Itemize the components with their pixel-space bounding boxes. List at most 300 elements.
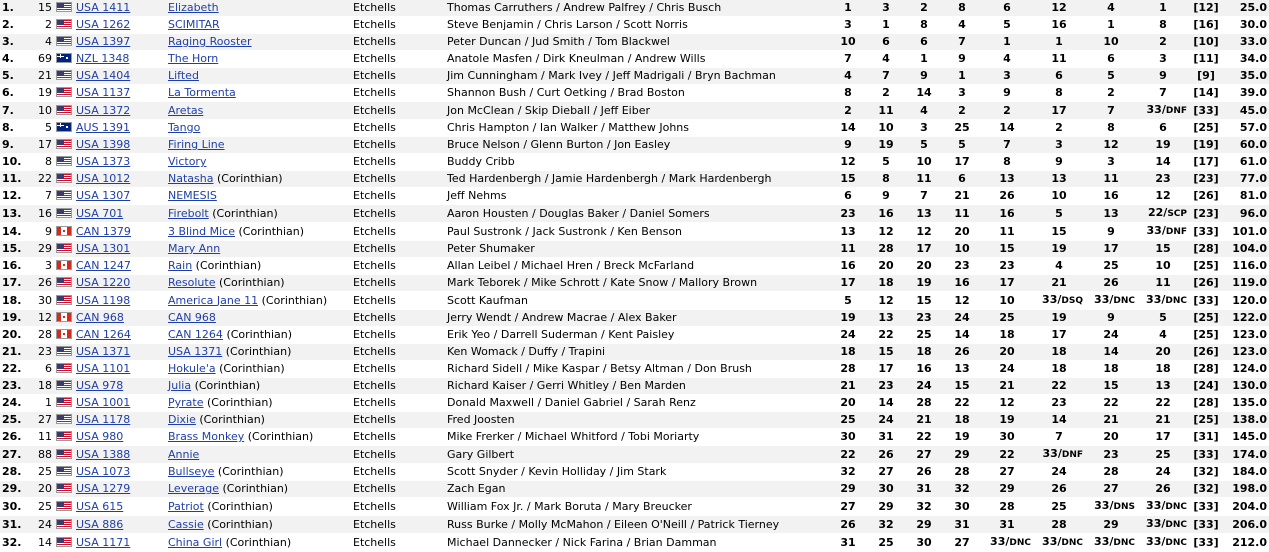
drop-score-cell: [25] bbox=[1189, 412, 1223, 429]
race-score: 14 bbox=[1155, 155, 1171, 168]
race-score-cell bbox=[829, 429, 867, 446]
corinthian-label: (Corinthian) bbox=[247, 430, 314, 443]
drop-score-cell: [26] bbox=[1189, 344, 1223, 361]
boat-name-link[interactable]: Dixie bbox=[168, 413, 196, 426]
race-score-cell bbox=[829, 534, 867, 552]
race-score-cell bbox=[867, 361, 905, 378]
usa-flag-icon bbox=[56, 208, 72, 218]
corinthian-label: (Corinthian) bbox=[212, 206, 278, 220]
race-score-cell bbox=[1085, 85, 1137, 102]
bow-number-cell: 20 bbox=[27, 481, 54, 498]
crew-cell: Paul Sustronk / Jack Sustronk / Ken Benson bbox=[445, 223, 829, 241]
table-row bbox=[0, 188, 1269, 205]
usa-flag-icon bbox=[56, 483, 72, 493]
place-cell: 20. bbox=[0, 327, 27, 344]
race-score-cell bbox=[829, 188, 867, 205]
race-score: 10 bbox=[999, 293, 1015, 307]
race-score-cell bbox=[1033, 154, 1085, 171]
sail-number-link[interactable]: USA 1397 bbox=[76, 35, 131, 48]
race-score: 8 bbox=[1003, 155, 1011, 168]
boat-name-cell bbox=[166, 446, 351, 464]
bow-number-cell: 15 bbox=[27, 0, 54, 17]
race-score-cell bbox=[867, 481, 905, 498]
crew-cell: Bruce Nelson / Glenn Burton / Jon Easley bbox=[445, 137, 829, 154]
sail-number-cell bbox=[54, 429, 166, 446]
crew-cell: Gary Gilbert bbox=[445, 446, 829, 464]
race-score-cell bbox=[829, 223, 867, 241]
usa-flag-icon bbox=[56, 173, 72, 183]
sail-number-cell bbox=[54, 188, 166, 205]
race-score: 22 bbox=[878, 328, 894, 341]
race-score: 8 bbox=[958, 1, 966, 14]
can-flag-icon bbox=[56, 260, 72, 270]
usa-flag-icon bbox=[56, 380, 72, 390]
race-score: 20 bbox=[878, 259, 894, 272]
bow-number-cell: 27 bbox=[27, 412, 54, 429]
usa-flag-icon bbox=[56, 346, 72, 356]
race-score: 12 bbox=[999, 396, 1015, 409]
class-cell: Etchells bbox=[351, 481, 445, 498]
race-score-cell bbox=[1085, 378, 1137, 395]
table-row bbox=[0, 344, 1269, 361]
sail-number-link[interactable]: USA 1001 bbox=[76, 396, 131, 409]
drop-score-cell: [33] bbox=[1189, 498, 1223, 516]
penalty-code: DNS bbox=[1113, 502, 1135, 512]
drop-score-cell: [23] bbox=[1189, 171, 1223, 188]
race-score-cell bbox=[905, 481, 943, 498]
drop-score-cell: [14] bbox=[1189, 85, 1223, 102]
race-score-cell bbox=[1033, 188, 1085, 205]
class-cell: Etchells bbox=[351, 205, 445, 223]
race-score: 10 bbox=[954, 242, 970, 255]
race-score: 14 bbox=[878, 396, 894, 409]
total-points-cell: 39.0 bbox=[1223, 85, 1269, 102]
race-score: 22 bbox=[1103, 396, 1119, 409]
class-cell: Etchells bbox=[351, 171, 445, 188]
class-cell: Etchells bbox=[351, 395, 445, 412]
table-row bbox=[0, 446, 1269, 464]
race-score: 10 bbox=[916, 155, 932, 168]
race-score-cell bbox=[1033, 17, 1085, 34]
sail-number-link[interactable]: USA 1073 bbox=[76, 465, 131, 478]
bow-number-cell: 14 bbox=[27, 534, 54, 552]
race-score: 11 bbox=[916, 172, 932, 185]
boat-name-link[interactable]: The Horn bbox=[168, 52, 219, 65]
usa-flag-icon bbox=[56, 190, 72, 200]
race-score: 28 bbox=[916, 396, 932, 409]
crew-cell: Chris Hampton / Ian Walker / Matthew Johns bbox=[445, 120, 829, 137]
race-score: 24 bbox=[999, 362, 1015, 375]
sail-number-link[interactable]: USA 1220 bbox=[76, 276, 131, 289]
race-score: 26 bbox=[916, 465, 932, 478]
corinthian-label: (Corinthian) bbox=[219, 276, 285, 289]
boat-name-link[interactable]: CAN 968 bbox=[168, 311, 216, 324]
race-score: 31 bbox=[999, 517, 1015, 531]
race-score: 23 bbox=[1103, 447, 1119, 461]
race-score-cell bbox=[943, 68, 981, 85]
place-cell: 32. bbox=[0, 534, 27, 552]
boat-name-link[interactable]: Julia bbox=[168, 379, 192, 392]
boat-name-link[interactable]: Cassie bbox=[168, 517, 204, 531]
race-score-cell bbox=[981, 17, 1033, 34]
table-row bbox=[0, 412, 1269, 429]
sail-number-link[interactable]: USA 1373 bbox=[76, 155, 131, 168]
race-score-cell bbox=[905, 51, 943, 68]
race-score: 9 bbox=[1055, 155, 1063, 168]
place-cell: 12. bbox=[0, 188, 27, 205]
race-score: 11 bbox=[954, 206, 970, 220]
boat-name-link[interactable]: Bullseye bbox=[168, 465, 215, 478]
usa-flag-icon bbox=[56, 363, 72, 373]
race-score: 28 bbox=[878, 242, 894, 255]
sail-number-link[interactable]: NZL 1348 bbox=[76, 52, 130, 65]
race-score-cell bbox=[943, 292, 981, 310]
boat-name-link[interactable]: Aretas bbox=[168, 103, 204, 117]
boat-name-link[interactable]: Firebolt bbox=[168, 206, 209, 220]
race-score: 28 bbox=[999, 499, 1015, 513]
race-score-cell bbox=[981, 498, 1033, 516]
race-score-cell bbox=[943, 120, 981, 137]
total-points-cell: 123.0 bbox=[1223, 327, 1269, 344]
race-score: 18 bbox=[1103, 362, 1119, 375]
total-points-cell: 138.0 bbox=[1223, 412, 1269, 429]
race-score: 13 bbox=[1103, 206, 1119, 220]
crew-cell: Peter Duncan / Jud Smith / Tom Blackwel bbox=[445, 34, 829, 51]
usa-flag-icon bbox=[56, 156, 72, 166]
drop-score-cell: [33] bbox=[1189, 292, 1223, 310]
race-score: 22 bbox=[1051, 379, 1067, 392]
class-cell: Etchells bbox=[351, 0, 445, 17]
race-score-cell bbox=[943, 188, 981, 205]
boat-name-link[interactable]: Brass Monkey bbox=[168, 430, 245, 443]
race-score: 4 bbox=[882, 52, 890, 65]
boat-name-link[interactable]: Firing Line bbox=[168, 138, 225, 151]
race-score-cell bbox=[981, 137, 1033, 154]
race-score-cell bbox=[905, 0, 943, 17]
total-points-cell: 35.0 bbox=[1223, 68, 1269, 85]
race-score: 17 bbox=[878, 362, 894, 375]
boat-name-link[interactable]: Annie bbox=[168, 447, 200, 461]
race-score-cell bbox=[829, 51, 867, 68]
race-score: 33 bbox=[1094, 293, 1110, 306]
sail-number-cell bbox=[54, 481, 166, 498]
usa-flag-icon bbox=[56, 501, 72, 511]
race-score: 10 bbox=[878, 121, 894, 134]
total-points-cell: 198.0 bbox=[1223, 481, 1269, 498]
sail-number-link[interactable]: USA 1137 bbox=[76, 86, 131, 99]
drop-score-cell: [33] bbox=[1189, 446, 1223, 464]
boat-name-link[interactable]: NEMESIS bbox=[168, 189, 217, 202]
crew-cell: Scott Snyder / Kevin Holliday / Jim Stark bbox=[445, 464, 829, 481]
race-score-cell bbox=[905, 258, 943, 275]
race-score-cell bbox=[1033, 344, 1085, 361]
race-score-cell bbox=[1137, 412, 1189, 429]
race-score: 8 bbox=[920, 18, 928, 31]
race-score: 9 bbox=[1107, 224, 1115, 238]
boat-name-link[interactable]: SCIMITAR bbox=[168, 18, 220, 31]
race-score-cell bbox=[829, 68, 867, 85]
sail-number-link[interactable]: USA 1301 bbox=[76, 242, 131, 255]
sail-number-link[interactable]: USA 1404 bbox=[76, 69, 131, 82]
boat-name-link[interactable]: USA 1371 bbox=[168, 345, 223, 358]
bow-number-cell: 69 bbox=[27, 51, 54, 68]
race-score: 15 bbox=[840, 172, 856, 185]
race-score-cell bbox=[1137, 275, 1189, 292]
race-score: 9 bbox=[1159, 69, 1167, 82]
race-score: 21 bbox=[916, 413, 932, 426]
race-score: 1 bbox=[1159, 1, 1167, 14]
sail-number-link[interactable]: USA 1371 bbox=[76, 345, 131, 358]
race-score-cell bbox=[867, 327, 905, 344]
sail-number-link[interactable]: USA 980 bbox=[76, 430, 124, 443]
sail-number-link[interactable]: USA 1307 bbox=[76, 189, 131, 202]
boat-name-link[interactable]: La Tormenta bbox=[168, 86, 236, 99]
race-score-cell bbox=[943, 17, 981, 34]
place-cell: 21. bbox=[0, 344, 27, 361]
sail-number-link[interactable]: CAN 1379 bbox=[76, 224, 131, 238]
penalty-code: DNF bbox=[1165, 227, 1187, 237]
race-score: 5 bbox=[958, 138, 966, 151]
race-score-cell bbox=[1137, 344, 1189, 361]
race-score-cell bbox=[867, 0, 905, 17]
crew-cell: Russ Burke / Molly McMahon / Eileen O'Neill / Patrick Tierney bbox=[445, 516, 829, 534]
race-score-cell bbox=[943, 171, 981, 188]
class-cell: Etchells bbox=[351, 327, 445, 344]
race-score-cell bbox=[943, 344, 981, 361]
race-score: 27 bbox=[1103, 482, 1119, 495]
race-score-cell bbox=[1033, 310, 1085, 327]
race-score: 17 bbox=[1103, 242, 1119, 255]
race-score: 18 bbox=[954, 413, 970, 426]
race-score: 18 bbox=[999, 328, 1015, 341]
total-points-cell: 60.0 bbox=[1223, 137, 1269, 154]
race-score-cell bbox=[829, 378, 867, 395]
boat-name-link[interactable]: Leverage bbox=[168, 482, 219, 495]
total-points-cell: 184.0 bbox=[1223, 464, 1269, 481]
sail-number-link[interactable]: USA 1178 bbox=[76, 413, 131, 426]
total-points-cell: 212.0 bbox=[1223, 534, 1269, 552]
boat-name-link[interactable]: Raging Rooster bbox=[168, 35, 252, 48]
boat-name-link[interactable]: Rain bbox=[168, 259, 193, 272]
race-score-cell bbox=[905, 17, 943, 34]
sail-number-link[interactable]: CAN 1247 bbox=[76, 259, 131, 272]
race-score-cell bbox=[943, 223, 981, 241]
boat-name-link[interactable]: Tango bbox=[168, 121, 201, 134]
crew-cell: Jeff Nehms bbox=[445, 188, 829, 205]
race-score-cell bbox=[905, 464, 943, 481]
race-score: 23 bbox=[954, 259, 970, 272]
race-score: 13 bbox=[878, 311, 894, 324]
race-score-cell bbox=[1033, 223, 1085, 241]
race-score: 16 bbox=[878, 206, 894, 220]
table-row bbox=[0, 34, 1269, 51]
sail-number-link[interactable]: USA 1262 bbox=[76, 18, 131, 31]
race-score: 14 bbox=[954, 328, 970, 341]
crew-cell: Jon McClean / Skip Dieball / Jeff Eiber bbox=[445, 102, 829, 120]
race-score: 4 bbox=[844, 69, 852, 82]
boat-name-cell bbox=[166, 17, 351, 34]
race-score: 25 bbox=[1051, 499, 1067, 513]
race-score-cell bbox=[1137, 34, 1189, 51]
race-score: 9 bbox=[958, 52, 966, 65]
drop-score-cell: [11] bbox=[1189, 51, 1223, 68]
race-score-cell bbox=[1137, 137, 1189, 154]
place-cell: 25. bbox=[0, 412, 27, 429]
drop-score-cell: [25] bbox=[1189, 120, 1223, 137]
penalty-code: DNC bbox=[1113, 538, 1135, 548]
boat-name-link[interactable]: Elizabeth bbox=[168, 1, 219, 14]
race-score: 11 bbox=[878, 103, 894, 117]
race-score: 33 bbox=[1042, 447, 1058, 460]
sail-number-link[interactable]: USA 1101 bbox=[76, 362, 131, 375]
boat-name-link[interactable]: Lifted bbox=[168, 69, 199, 82]
sail-number-link[interactable]: USA 978 bbox=[76, 379, 124, 392]
place-cell: 22. bbox=[0, 361, 27, 378]
race-score-cell bbox=[1137, 361, 1189, 378]
sail-number-link[interactable]: CAN 1264 bbox=[76, 328, 131, 341]
sail-number-link[interactable]: USA 1372 bbox=[76, 103, 131, 117]
sail-number-link[interactable]: USA 1012 bbox=[76, 172, 131, 185]
race-score-cell bbox=[943, 378, 981, 395]
class-cell: Etchells bbox=[351, 188, 445, 205]
race-score: 3 bbox=[1055, 138, 1063, 151]
sail-number-link[interactable]: USA 886 bbox=[76, 517, 124, 531]
boat-name-cell bbox=[166, 154, 351, 171]
race-score: 33 bbox=[1094, 499, 1110, 512]
sail-number-link[interactable]: USA 1411 bbox=[76, 1, 131, 14]
sail-number-link[interactable]: AUS 1391 bbox=[76, 121, 131, 134]
race-score: 26 bbox=[840, 517, 856, 531]
race-score-cell bbox=[981, 395, 1033, 412]
race-score-cell bbox=[829, 171, 867, 188]
race-score-cell bbox=[1033, 85, 1085, 102]
race-score: 3 bbox=[1107, 155, 1115, 168]
race-score: 19 bbox=[916, 276, 932, 289]
boat-name-link[interactable]: America Jane 11 bbox=[168, 293, 259, 307]
boat-name-link[interactable]: China Girl bbox=[168, 535, 223, 549]
race-score: 12 bbox=[954, 293, 970, 307]
bow-number-cell: 8 bbox=[27, 154, 54, 171]
race-score: 24 bbox=[840, 328, 856, 341]
race-score-cell bbox=[981, 223, 1033, 241]
bow-number-cell: 26 bbox=[27, 275, 54, 292]
race-score: 20 bbox=[840, 396, 856, 409]
corinthian-label: (Corinthian) bbox=[199, 413, 265, 426]
bow-number-cell: 12 bbox=[27, 310, 54, 327]
race-score: 16 bbox=[999, 206, 1015, 220]
race-score-cell bbox=[905, 395, 943, 412]
boat-name-link[interactable]: Hokule'a bbox=[168, 362, 216, 375]
class-cell: Etchells bbox=[351, 464, 445, 481]
race-score: 20 bbox=[1155, 345, 1171, 358]
crew-cell: Ken Womack / Duffy / Trapini bbox=[445, 344, 829, 361]
corinthian-label: (Corinthian) bbox=[219, 362, 285, 375]
boat-name-link[interactable]: Mary Ann bbox=[168, 242, 221, 255]
table-row bbox=[0, 68, 1269, 85]
boat-name-link[interactable]: 3 Blind Mice bbox=[168, 224, 235, 238]
race-score-cell bbox=[867, 68, 905, 85]
boat-name-cell bbox=[166, 327, 351, 344]
race-score-cell bbox=[1033, 412, 1085, 429]
race-score-cell bbox=[867, 137, 905, 154]
race-score-cell bbox=[829, 361, 867, 378]
penalty-code: DNC bbox=[1165, 502, 1187, 512]
race-score-cell bbox=[905, 534, 943, 552]
race-score: 22 bbox=[1147, 206, 1164, 219]
race-score: 29 bbox=[916, 517, 932, 531]
table-row bbox=[0, 327, 1269, 344]
boat-name-link[interactable]: Victory bbox=[168, 155, 207, 168]
race-score-cell bbox=[867, 344, 905, 361]
race-score: 30 bbox=[840, 430, 856, 443]
race-score-cell bbox=[943, 51, 981, 68]
race-score: 23 bbox=[916, 311, 932, 324]
sail-number-cell bbox=[54, 344, 166, 361]
sail-number-link[interactable]: USA 1171 bbox=[76, 535, 131, 549]
table-row bbox=[0, 481, 1269, 498]
race-score-cell bbox=[1033, 258, 1085, 275]
race-score: 21 bbox=[999, 379, 1015, 392]
race-score-cell: 33/DNC bbox=[1137, 516, 1189, 534]
sail-number-link[interactable]: USA 1388 bbox=[76, 447, 131, 461]
crew-cell: Michael Dannecker / Nick Farina / Brian Damman bbox=[445, 534, 829, 552]
race-score: 21 bbox=[954, 189, 970, 202]
race-score: 12 bbox=[1103, 138, 1119, 151]
total-points-cell: 45.0 bbox=[1223, 102, 1269, 120]
race-score-cell bbox=[905, 68, 943, 85]
boat-name-link[interactable]: CAN 1264 bbox=[168, 328, 223, 341]
sail-number-link[interactable]: USA 1279 bbox=[76, 482, 131, 495]
sail-number-link[interactable]: USA 1398 bbox=[76, 138, 131, 151]
race-score-cell bbox=[1137, 481, 1189, 498]
race-score-cell bbox=[1033, 378, 1085, 395]
race-score-cell bbox=[1033, 120, 1085, 137]
race-score-cell bbox=[905, 446, 943, 464]
race-score: 19 bbox=[1155, 138, 1171, 151]
boat-name-cell bbox=[166, 275, 351, 292]
race-score-cell bbox=[981, 171, 1033, 188]
race-score: 27 bbox=[878, 465, 894, 478]
race-score-cell bbox=[981, 344, 1033, 361]
race-score-cell bbox=[1137, 171, 1189, 188]
race-score: 6 bbox=[1003, 1, 1011, 14]
crew-cell: Mike Frerker / Michael Whitford / Tobi Moriarty bbox=[445, 429, 829, 446]
race-score: 3 bbox=[1003, 69, 1011, 82]
drop-score-cell: [10] bbox=[1189, 34, 1223, 51]
sail-number-link[interactable]: USA 615 bbox=[76, 499, 124, 513]
sail-number-link[interactable]: CAN 968 bbox=[76, 311, 124, 324]
race-score: 15 bbox=[1155, 242, 1171, 255]
race-score-cell: 33/DNF bbox=[1137, 223, 1189, 241]
boat-name-link[interactable]: Natasha bbox=[168, 172, 214, 185]
bow-number-cell: 25 bbox=[27, 464, 54, 481]
sail-number-link[interactable]: USA 701 bbox=[76, 206, 124, 220]
class-cell: Etchells bbox=[351, 120, 445, 137]
boat-name-link[interactable]: Pyrate bbox=[168, 396, 204, 409]
race-score: 2 bbox=[1055, 121, 1063, 134]
race-score: 5 bbox=[882, 155, 890, 168]
race-score-cell bbox=[829, 258, 867, 275]
sail-number-cell bbox=[54, 51, 166, 68]
race-score: 16 bbox=[840, 259, 856, 272]
sail-number-link[interactable]: USA 1198 bbox=[76, 293, 131, 307]
boat-name-link[interactable]: Resolute bbox=[168, 276, 216, 289]
race-score-cell bbox=[943, 137, 981, 154]
usa-flag-icon bbox=[56, 243, 72, 253]
boat-name-link[interactable]: Patriot bbox=[168, 499, 204, 513]
race-score-cell bbox=[867, 446, 905, 464]
bow-number-cell: 29 bbox=[27, 241, 54, 258]
